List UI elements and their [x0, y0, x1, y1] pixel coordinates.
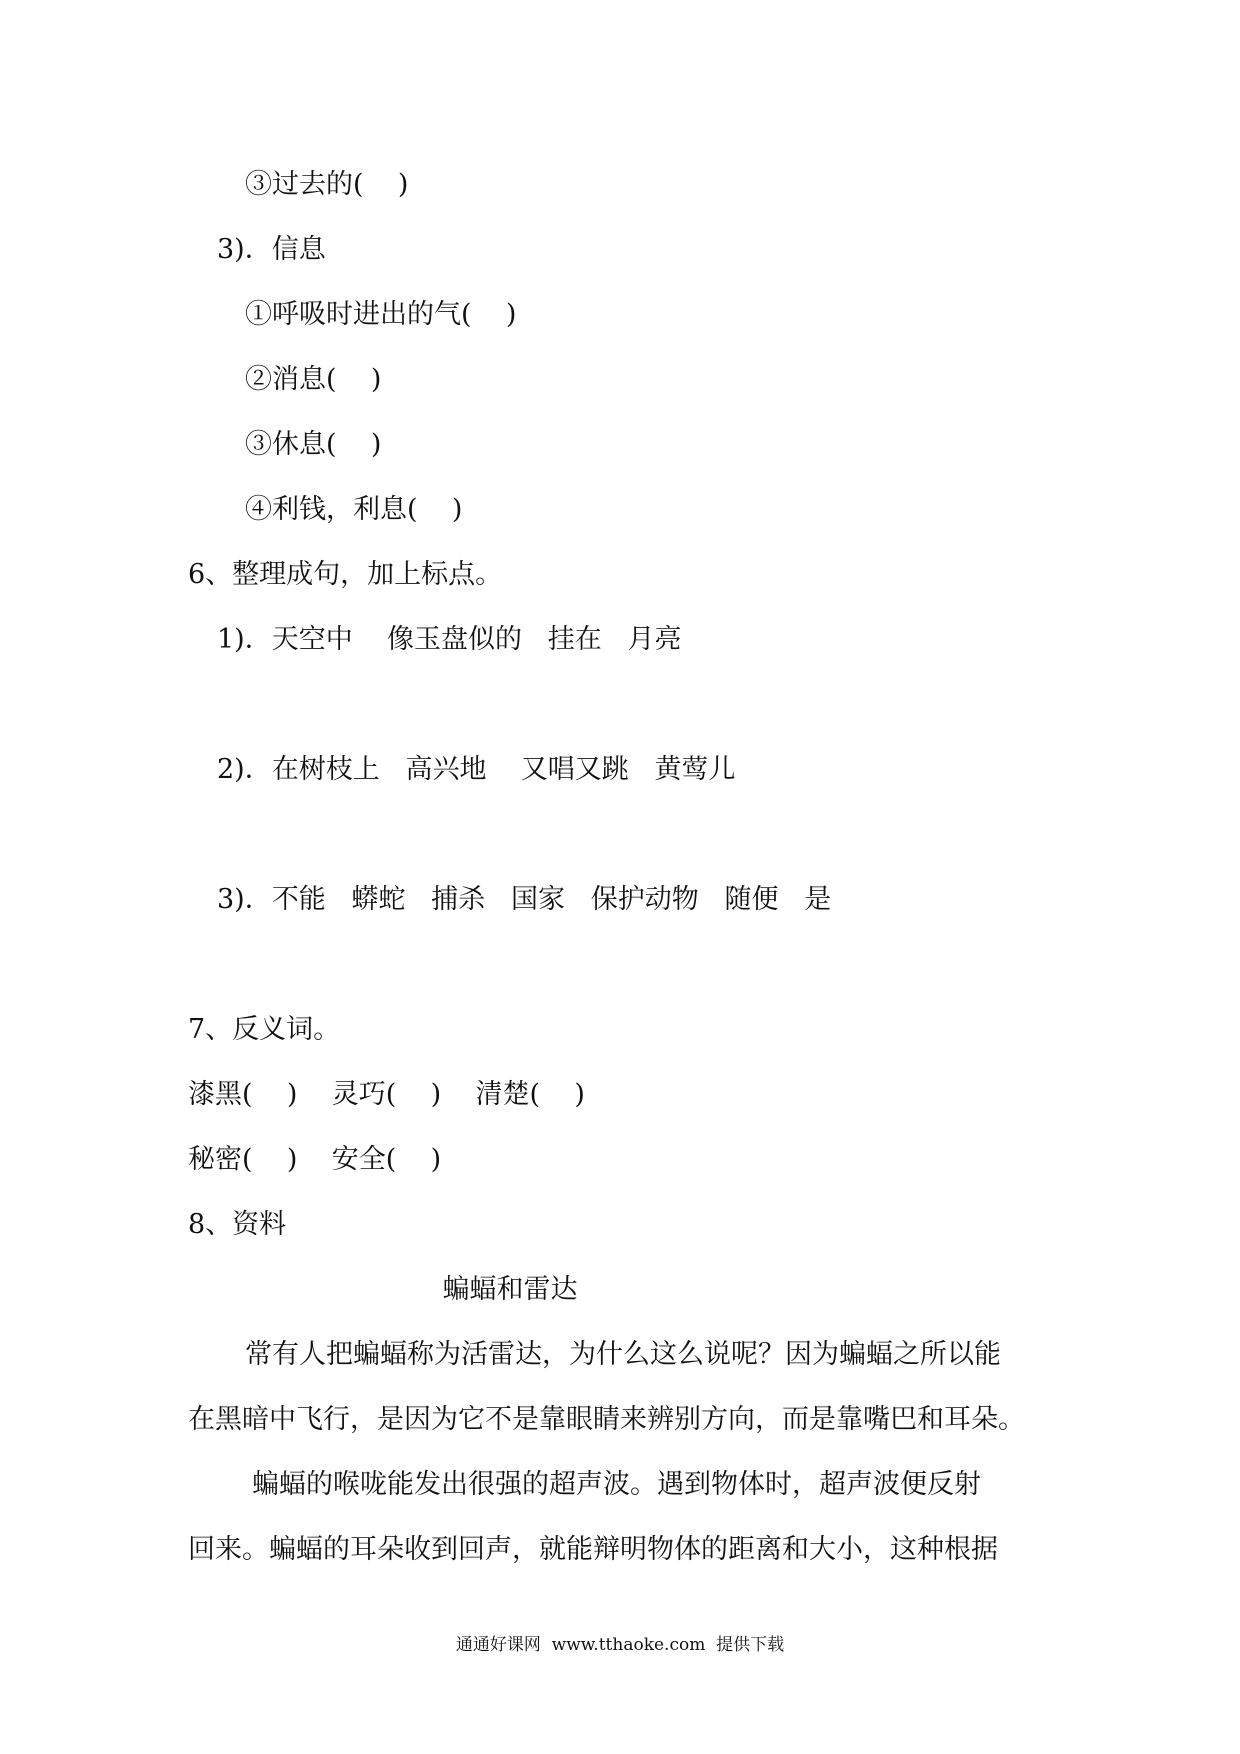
- option-line: ①呼吸时进出的气( ): [245, 299, 517, 330]
- option-line: ③过去的( ): [245, 169, 409, 200]
- option-line: ④利钱，利息( ): [245, 494, 463, 525]
- paragraph-line: 在黑暗中飞行，是因为它不是靠眼睛来辨别方向，而是靠嘴巴和耳朵。: [188, 1404, 1025, 1435]
- antonym-row: 秘密( ) 安全( ): [188, 1144, 442, 1175]
- paragraph-line: 蝙蝠的喉咙能发出很强的超声波。遇到物体时，超声波便反射: [252, 1469, 981, 1500]
- option-line: ②消息( ): [245, 364, 382, 395]
- question-heading: 6、整理成句，加上标点。: [188, 559, 503, 590]
- question-heading: 8、资料: [188, 1209, 287, 1240]
- sentence-words: 2)．在树枝上 高兴地 又唱又跳 黄莺儿: [217, 754, 736, 785]
- sentence-words: 1)．天空中 像玉盘似的 挂在 月亮: [217, 624, 682, 655]
- question-subitem: 3)．信息: [217, 234, 326, 265]
- article-title: 蝙蝠和雷达: [442, 1274, 578, 1305]
- antonym-row: 漆黑( ) 灵巧( ) 清楚( ): [188, 1079, 585, 1110]
- sentence-words: 3)．不能 蟒蛇 捕杀 国家 保护动物 随便 是: [217, 884, 832, 915]
- paragraph-line: 常有人把蝙蝠称为活雷达，为什么这么说呢？因为蝙蝠之所以能: [245, 1339, 1001, 1370]
- question-heading: 7、反义词。: [188, 1014, 341, 1045]
- option-line: ③休息( ): [245, 429, 382, 460]
- paragraph-line: 回来。蝙蝠的耳朵收到回声，就能辩明物体的距离和大小，这种根据: [188, 1534, 998, 1565]
- page-footer: 通通好课网 www.tthaoke.com 提供下载: [455, 1635, 785, 1655]
